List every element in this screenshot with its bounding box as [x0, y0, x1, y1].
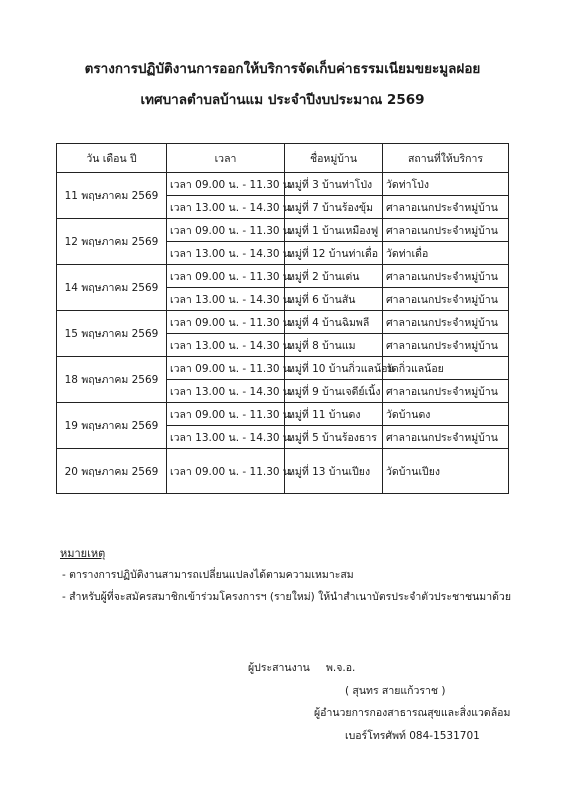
time-cell: เวลา 13.00 น. - 14.30 น.: [167, 242, 285, 265]
village-cell: หมู่ที่ 9 บ้านเจดีย์เนิ้ง: [285, 380, 383, 403]
place-cell: ศาลาอเนกประจำหมู่บ้าน: [383, 265, 509, 288]
place-cell: ศาลาอเนกประจำหมู่บ้าน: [383, 311, 509, 334]
time-cell: เวลา 13.00 น. - 14.30 น.: [167, 380, 285, 403]
date-cell: 20 พฤษภาคม 2569: [57, 449, 167, 494]
place-cell: ศาลาอเนกประจำหมู่บ้าน: [383, 219, 509, 242]
date-cell: 19 พฤษภาคม 2569: [57, 403, 167, 449]
place-cell: วัดบ้านดง: [383, 403, 509, 426]
table-row: [57, 357, 509, 380]
village-cell: หมู่ที่ 12 บ้านท่าเดื่อ: [285, 242, 383, 265]
place-cell: ศาลาอเนกประจำหมู่บ้าน: [383, 380, 509, 403]
village-cell: หมู่ที่ 6 บ้านสัน: [285, 288, 383, 311]
time-cell: เวลา 09.00 น. - 11.30 น.: [167, 265, 285, 288]
time-cell: เวลา 09.00 น. - 11.30 น.: [167, 403, 285, 426]
schedule-table: [56, 143, 509, 494]
coordinator-label: ผู้ประสานงาน: [248, 662, 310, 674]
table-row: [57, 311, 509, 334]
rank-initials: พ.จ.อ.: [326, 662, 356, 674]
village-cell: หมู่ที่ 4 บ้านฉิมพลี: [285, 311, 383, 334]
table-row: [57, 173, 509, 196]
time-cell: เวลา 13.00 น. - 14.30 น.: [167, 288, 285, 311]
place-cell: วัดท่าเดื่อ: [383, 242, 509, 265]
village-cell: หมู่ที่ 13 บ้านเปียง: [285, 449, 383, 494]
village-cell: หมู่ที่ 2 บ้านเด่น: [285, 265, 383, 288]
signatory-name: ( สุนทร สายแก้วราช ): [345, 685, 446, 697]
contact-phone: เบอร์โทรศัพท์ 084-1531701: [345, 730, 480, 742]
notes-heading: หมายเหตุ: [60, 547, 106, 560]
table-row: [57, 219, 509, 242]
time-cell: เวลา 13.00 น. - 14.30 น.: [167, 334, 285, 357]
date-cell: 15 พฤษภาคม 2569: [57, 311, 167, 357]
place-cell: ศาลาอเนกประจำหมู่บ้าน: [383, 196, 509, 219]
note-item: - ตารางการปฏิบัติงานสามารถเปลี่ยนแปลงได้ตามความเหมาะสม: [62, 569, 354, 581]
village-cell: หมู่ที่ 10 บ้านกิ่วแลน้อย: [285, 357, 383, 380]
signatory-position: ผู้อำนวยการกองสาธารณสุขและสิ่งแวดล้อม: [314, 707, 511, 719]
time-cell: เวลา 13.00 น. - 14.30 น.: [167, 426, 285, 449]
time-cell: เวลา 09.00 น. - 11.30 น.: [167, 219, 285, 242]
time-cell: เวลา 09.00 น. - 11.30 น.: [167, 173, 285, 196]
village-cell: หมู่ที่ 5 บ้านร้องธาร: [285, 426, 383, 449]
place-cell: ศาลาอเนกประจำหมู่บ้าน: [383, 426, 509, 449]
table-header-row: [57, 144, 509, 173]
village-cell: หมู่ที่ 7 บ้านร้องขุ้ม: [285, 196, 383, 219]
header-time: เวลา: [167, 144, 285, 173]
table-row: [57, 265, 509, 288]
table-row: [57, 403, 509, 426]
header-date: วัน เดือน ปี: [57, 144, 167, 173]
date-cell: 14 พฤษภาคม 2569: [57, 265, 167, 311]
place-cell: ศาลาอเนกประจำหมู่บ้าน: [383, 334, 509, 357]
header-place: สถานที่ให้บริการ: [383, 144, 509, 173]
time-cell: เวลา 09.00 น. - 11.30 น.: [167, 311, 285, 334]
date-cell: 11 พฤษภาคม 2569: [57, 173, 167, 219]
place-cell: วัดบ้านเปียง: [383, 449, 509, 494]
table-row: [57, 449, 509, 494]
village-cell: หมู่ที่ 8 บ้านแม: [285, 334, 383, 357]
time-cell: เวลา 09.00 น. - 11.30 น.: [167, 357, 285, 380]
header-village: ชื่อหมู่บ้าน: [285, 144, 383, 173]
date-cell: 18 พฤษภาคม 2569: [57, 357, 167, 403]
note-item: - สำหรับผู้ที่จะสมัครสมาชิกเข้าร่วมโครงการฯ (รายใหม่) ให้นำสำเนาบัตรประจำตัวประชาชนมาด้วย: [62, 591, 511, 603]
village-cell: หมู่ที่ 3 บ้านท่าโป่ง: [285, 173, 383, 196]
document-title-line-1: ตรางการปฏิบัติงานการออกให้บริการจัดเก็บค่าธรรมเนียมขยะมูลฝอย: [84, 61, 481, 77]
place-cell: วัดกิ่วแลน้อย: [383, 357, 509, 380]
date-cell: 12 พฤษภาคม 2569: [57, 219, 167, 265]
village-cell: หมู่ที่ 1 บ้านเหมืองฟู: [285, 219, 383, 242]
place-cell: ศาลาอเนกประจำหมู่บ้าน: [383, 288, 509, 311]
time-cell: เวลา 13.00 น. - 14.30 น.: [167, 196, 285, 219]
place-cell: วัดท่าโป่ง: [383, 173, 509, 196]
document-title-line-2: เทศบาลตำบลบ้านแม ประจำปีงบประมาณ 2569: [140, 92, 425, 108]
village-cell: หมู่ที่ 11 บ้านดง: [285, 403, 383, 426]
time-cell: เวลา 09.00 น. - 11.30 น.: [167, 449, 285, 494]
